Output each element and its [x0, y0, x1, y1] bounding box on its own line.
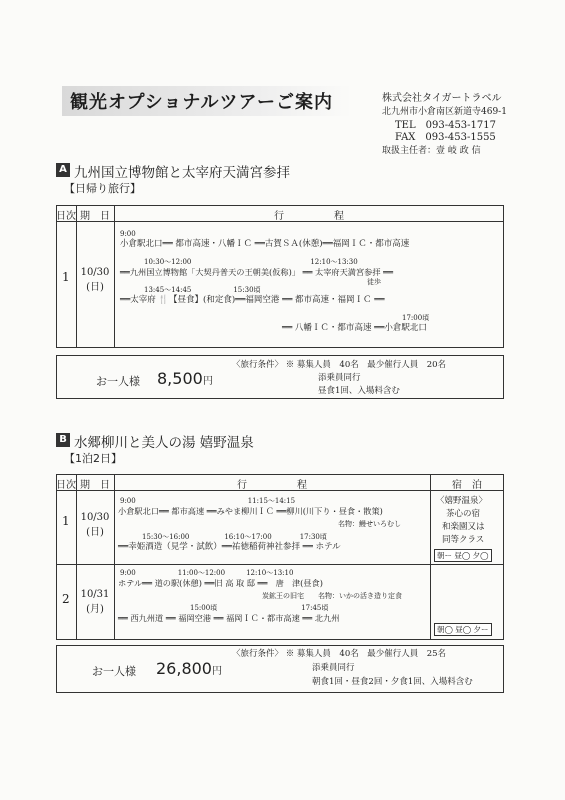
tour-a-col-date: 期 日	[80, 211, 110, 222]
tour-a-col-day: 日次	[56, 211, 76, 222]
company-address: 北九州市小倉南区新道寺469-1	[382, 107, 507, 117]
itinerary-line: 小倉駅北口══ 都市高速 ══みやま柳川ＩＣ ══柳川(川下り・昼食・散策)	[118, 506, 383, 516]
tour-b-day-number: 1	[62, 514, 70, 528]
tour-b-dow: (月)	[86, 604, 104, 615]
tour-b-date: 10/30	[80, 512, 110, 523]
meals-day1: 朝ー 昼◯ 夕◯	[434, 549, 492, 562]
itinerary-line: 17:00頃	[402, 314, 430, 322]
tour-a-dow: (日)	[86, 282, 104, 293]
tour-a-condition: 〈旅行条件〉 ※ 募集人員 40名 最少催行人員 20名	[232, 360, 447, 370]
tour-a-col-divider	[76, 205, 77, 348]
company-fax: FAX 093-453-1555	[395, 132, 496, 143]
tour-b-col-date: 期 日	[80, 480, 110, 491]
tour-b-col-divider	[114, 474, 115, 640]
itinerary-note: 名物：鰻せいろむし	[338, 520, 401, 528]
itinerary-line: 15:00頃 17:45頃	[190, 604, 329, 612]
tour-a-badge: A	[56, 163, 70, 177]
tour-b-row-divider	[56, 564, 504, 565]
tour-a-condition: 添乗員同行	[318, 373, 361, 383]
itinerary-line: ホテル══ 道の駅(休憩) ══旧 高 取 邸 ══ 唐 津(昼食)	[118, 578, 323, 588]
tour-b-col-itinerary: 行 程	[237, 480, 307, 491]
walk-label: 徒歩	[367, 278, 381, 286]
itinerary-line: ══九州国立博物館「大契丹普天の王朝美(仮称)」 ══ 太宰府天満宮参拝 ══	[120, 267, 394, 277]
tour-a-day-number: 1	[62, 270, 70, 284]
tour-a-price: 8,500円	[157, 369, 213, 388]
itinerary-line: 15:30～16:00 16:10～17:00 17:30頃	[142, 533, 327, 541]
itinerary-note: 炭鉱王の旧宅 名物：いかの活き造り定食	[262, 592, 402, 600]
stay-area: 〈嬉野温泉〉	[436, 496, 488, 506]
tour-b-col-divider	[76, 474, 77, 640]
tour-a-subtitle: 【日帰り旅行】	[64, 182, 141, 195]
meals-day2: 朝◯ 昼◯ 夕ー	[434, 623, 492, 636]
stay-hotel: 茶心の宿	[446, 509, 481, 519]
tour-b-subtitle: 【1泊2日】	[64, 452, 122, 465]
company-tel: TEL 093-453-1717	[395, 120, 496, 131]
itinerary-line: 10:30～12:00 12:10～13:30	[144, 258, 358, 266]
tour-b-dow: (日)	[86, 527, 104, 538]
page-title: 観光オプショナルツアーご案内	[70, 92, 333, 113]
tour-b-condition: 朝食1回・昼食2回・夕食1回、入場料含む	[312, 677, 473, 687]
tour-a-date: 10/30	[80, 267, 110, 278]
itinerary-line: 13:45～14:45 15:30頃	[144, 286, 261, 294]
tour-a-col-divider	[114, 205, 115, 348]
tour-a-title: 九州国立博物館と太宰府天満宮参拝	[74, 165, 290, 181]
company-name: 株式会社タイガートラベル	[382, 93, 502, 104]
itinerary-line: ══幸姫酒造（見学・試飲）══祐徳稲荷神社参拝 ══ ホテル	[118, 542, 341, 552]
itinerary-line: ══ 西九州道 ══ 福岡空港 ══ 福岡ＩＣ・都市高速 ══ 北九州	[118, 613, 340, 623]
tour-b-badge: B	[56, 433, 70, 447]
tour-b-per-person: お一人様	[92, 665, 136, 678]
tour-b-col-divider	[430, 474, 431, 640]
itinerary-line: ══太宰府 🍴【昼食】(和定食)══福岡空港 ══ 都市高速・福岡ＩＣ ══	[120, 295, 385, 305]
tour-b-date: 10/31	[80, 589, 110, 600]
itinerary-line: 9:00	[120, 230, 136, 238]
company-manager: 取扱主任者：壹 岐 政 信	[382, 146, 481, 156]
tour-b-condition: 〈旅行条件〉 ※ 募集人員 40名 最少催行人員 25名	[232, 649, 447, 659]
itinerary-line: 9:00 11:15～14:15	[120, 497, 296, 505]
tour-b-col-stay: 宿 泊	[452, 480, 482, 491]
tour-a-per-person: お一人様	[96, 375, 140, 388]
tour-b-title: 水郷柳川と美人の湯 嬉野温泉	[74, 435, 254, 451]
tour-a-col-itinerary: 行 程	[274, 211, 344, 222]
tour-b-day-number: 2	[62, 592, 70, 606]
stay-class: 同等クラス	[442, 535, 485, 545]
tour-a-condition: 昼食1回、入場料含む	[318, 386, 400, 396]
itinerary-line: 小倉駅北口══ 都市高速・八幡ＩＣ ══古賀ＳＡ(休憩)══福岡ＩＣ・都市高速	[120, 239, 410, 249]
tour-b-condition: 添乗員同行	[312, 663, 355, 673]
itinerary-line: 9:00 11:00～12:00 12:10～13:10	[120, 569, 294, 577]
stay-hotel-alt: 和楽園又は	[442, 522, 485, 532]
itinerary-line: ══ 八幡ＩＣ・都市高速 ══小倉駅北口	[282, 323, 427, 333]
tour-b-col-day: 日次	[56, 480, 76, 491]
tour-b-price: 26,800円	[156, 659, 222, 678]
